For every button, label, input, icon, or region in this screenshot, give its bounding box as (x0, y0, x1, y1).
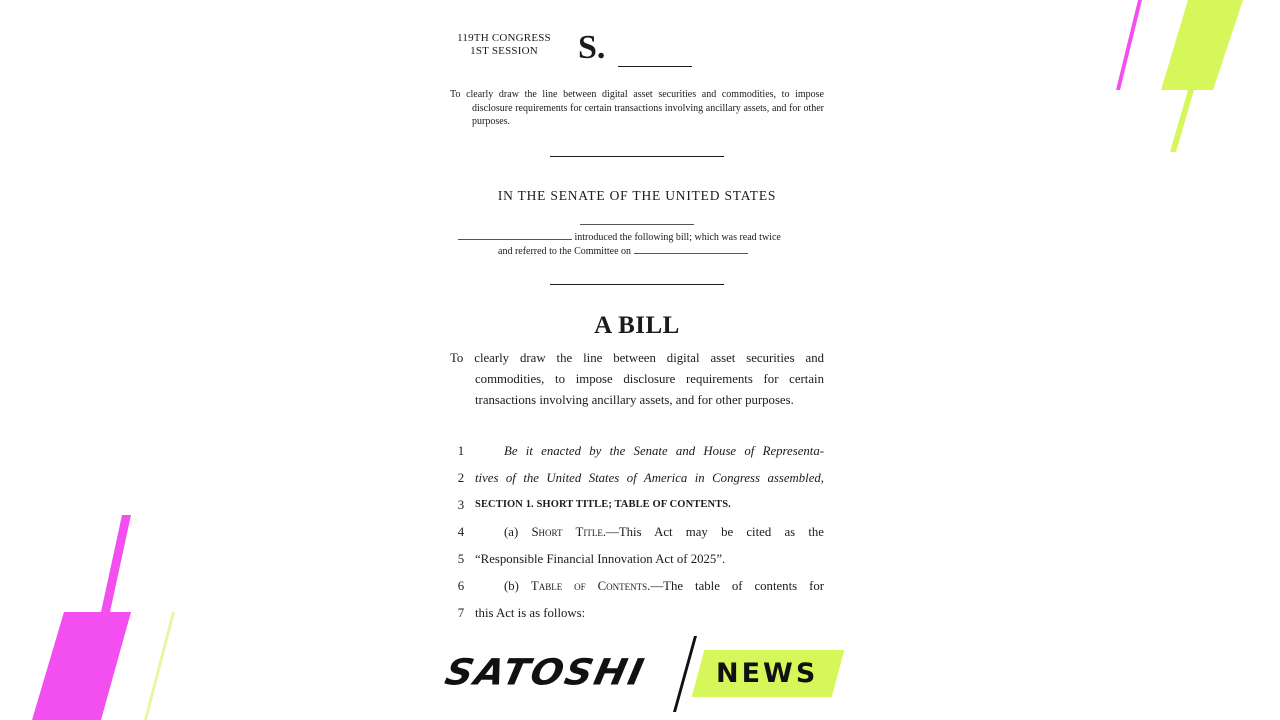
bill-heading: A BILL (594, 312, 680, 339)
sponsor-blank (458, 231, 572, 240)
bill-line (450, 495, 824, 522)
logo-divider-slash (670, 636, 700, 712)
lime-line-bottom-left (144, 612, 175, 720)
line-number: 1 (457, 444, 465, 458)
logo-tag-text: NEWS (716, 658, 819, 689)
table-of-contents-line (504, 576, 824, 596)
long-purpose-text: To clearly draw the line between digital asset securities and commodities, to impose disclosure requirements for certain transactions involving ancillary assets, and for other purposes. (450, 351, 824, 407)
bill-line (450, 522, 824, 549)
line-number: 4 (457, 525, 465, 539)
divider-rule (550, 156, 724, 157)
bill-line (450, 441, 824, 468)
subsection-text: .—The table of contents for (647, 579, 825, 593)
bill-line (450, 576, 824, 603)
logo-brand-text: SATOSHI (441, 651, 650, 693)
act-name-line: “Responsible Financial Innovation Act of 2025”. (475, 552, 726, 566)
introduction-paragraph (458, 231, 824, 258)
as-follows-line: this Act is as follows: (475, 606, 586, 620)
section-heading: SECTION 1. SHORT TITLE; TABLE OF CONTENTS. (475, 499, 731, 510)
line-number: 7 (457, 606, 465, 620)
session-number: 1ST SESSION (470, 45, 538, 57)
magenta-stripe-bottom-left (101, 515, 131, 612)
subsection-text: .—This Act may be cited as the (602, 525, 824, 539)
long-purpose (450, 348, 824, 410)
line-number: 6 (457, 579, 465, 593)
introduction-line-2 (458, 245, 824, 259)
lime-stripe-top-right (1170, 90, 1194, 152)
bill-number-blank (618, 66, 692, 67)
bill-line (450, 603, 824, 630)
short-purpose-text: To clearly draw the line between digital asset securities and commodities, to impose disclosure requirements for certain transactions involving ancillary assets, and for other purposes. (450, 89, 824, 127)
line-number: 2 (457, 471, 465, 485)
introduction-line-1-text: introduced the following bill; which was read twice (574, 232, 781, 243)
subsection-prefix: (a) (504, 525, 532, 539)
congress-session-label (450, 32, 558, 58)
enacting-clause-line-1: Be it enacted by the Senate and House of Representa- (504, 444, 824, 458)
line-number: 5 (457, 552, 465, 566)
date-blank-rule (580, 224, 694, 225)
subsection-heading: Short Title (531, 525, 603, 539)
short-title-line (504, 522, 824, 542)
short-purpose (450, 88, 824, 129)
bill-line (450, 549, 824, 576)
enacting-clause-line-2: tives of the United States of America in Congress assembled, (475, 471, 824, 485)
bill-number-prefix: S. (578, 29, 606, 66)
committee-blank (634, 245, 748, 254)
subsection-heading: Table of Contents (530, 579, 648, 593)
subsection-prefix: (b) (504, 579, 531, 593)
satoshi-news-logo (440, 636, 840, 712)
magenta-line-top-right (1116, 0, 1142, 90)
congress-number: 119TH CONGRESS (457, 32, 551, 44)
lime-slash-top-right (1161, 0, 1243, 90)
introduction-line-1 (458, 231, 824, 245)
senate-heading: IN THE SENATE OF THE UNITED STATES (497, 188, 777, 203)
divider-rule (550, 284, 724, 285)
magenta-slash-bottom-left (32, 612, 131, 720)
introduction-line-2-text: and referred to the Committee on (498, 245, 632, 257)
line-number: 3 (457, 498, 465, 512)
bill-line (450, 468, 824, 495)
bill-text-lines (450, 441, 824, 630)
bill-document (450, 0, 825, 640)
